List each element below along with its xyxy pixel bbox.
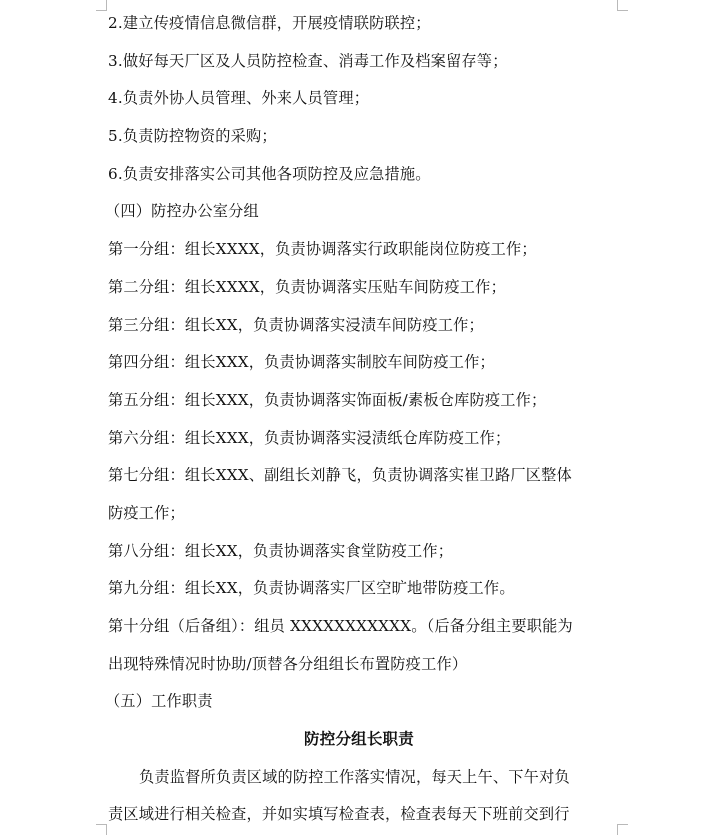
list-item: 6.负责安排落实公司其他各项防控及应急措施。 [108, 164, 431, 183]
section-heading: （四）防控办公室分组 [105, 202, 259, 221]
group-item: 第一分组：组长XXXX，负责协调落实行政职能岗位防疫工作； [108, 240, 537, 259]
group-item: 第四分组：组长XXX，负责协调落实制胶车间防疫工作； [108, 353, 495, 372]
paragraph-line: 责区域进行相关检查，并如实填写检查表，检查表每天下班前交到行 [108, 805, 570, 824]
group-item: 第十分组（后备组）：组员 XXXXXXXXXXX。（后备分组主要职能为 [108, 617, 573, 635]
page-corner-mark [96, 824, 107, 835]
page-corner-mark [617, 824, 628, 835]
section-heading: （五）工作职责 [105, 692, 213, 711]
list-item: 2.建立传疫情信息微信群，开展疫情联防联控； [108, 14, 431, 32]
group-item: 第二分组：组长XXXX，负责协调落实压贴车间防疫工作； [108, 277, 506, 296]
group-item: 第五分组：组长XXX，负责协调落实饰面板/素板仓库防疫工作； [108, 390, 547, 409]
document-body [105, 8, 610, 837]
list-item: 5.负责防控物资的采购； [108, 127, 277, 146]
list-item: 4.负责外协人员管理、外来人员管理； [108, 89, 370, 108]
group-item-continuation: 防疫工作； [108, 503, 185, 522]
group-item: 第七分组：组长XXX、副组长刘静飞，负责协调落实崔卫路厂区整体 [108, 466, 572, 485]
page-corner-mark [617, 0, 628, 11]
group-item-continuation: 出现特殊情况时协助/顶替各分组组长布置防疫工作） [108, 654, 468, 673]
page-corner-mark [96, 0, 107, 11]
group-item: 第八分组：组长XX，负责协调落实食堂防疫工作； [108, 541, 454, 560]
group-item: 第三分组：组长XX，负责协调落实浸渍车间防疫工作； [108, 315, 484, 334]
group-item: 第九分组：组长XX，负责协调落实厂区空旷地带防疫工作。 [108, 579, 515, 598]
paragraph-line: 负责监督所负责区域的防控工作落实情况，每天上午、下午对负 [139, 767, 570, 786]
list-item: 3.做好每天厂区及人员防控检查、消毒工作及档案留存等； [108, 51, 508, 70]
group-item: 第六分组：组长XXX，负责协调落实浸渍纸仓库防疫工作； [108, 428, 511, 447]
document-heading: 防控分组长职责 [304, 730, 414, 749]
